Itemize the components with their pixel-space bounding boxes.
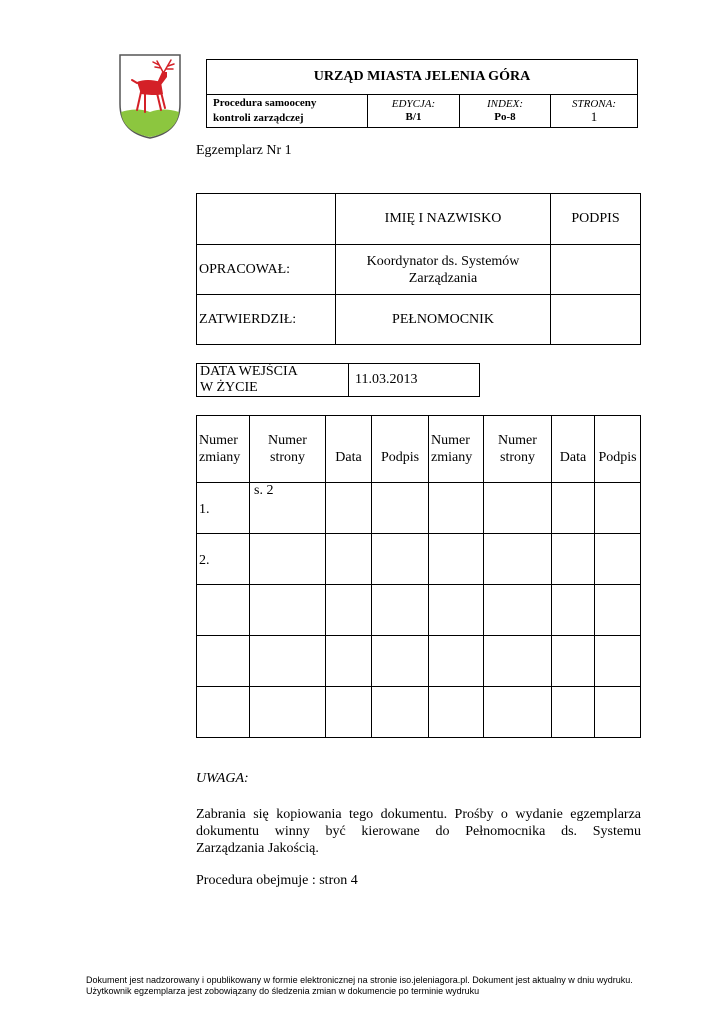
change-col-header-line2: zmiany	[431, 450, 473, 465]
change-row	[197, 534, 641, 585]
prepared-by-value	[336, 245, 551, 295]
change-col-header-line2: strony	[270, 450, 305, 465]
city-crest-logo	[117, 52, 183, 140]
change-empty-cell	[429, 483, 484, 534]
approved-by-signature	[551, 295, 641, 345]
name-column-header: IMIĘ I NAZWISKO	[336, 194, 551, 245]
footer	[86, 975, 646, 997]
change-col-header	[197, 416, 250, 483]
edition-label: EDYCJA:	[391, 98, 436, 110]
change-col-header-line2: Podpis	[598, 450, 637, 465]
footer-line2: Użytkownik egzemplarza jest zobowiązany do śledzenia zmian w dokumencie po terminie wydruku	[86, 986, 480, 996]
change-col-header-line1: Numer	[268, 433, 307, 448]
change-col-header-line2: zmiany	[199, 450, 241, 465]
change-col-header-line1: Numer	[498, 433, 537, 448]
change-number-cell	[197, 687, 250, 738]
change-col-header-line1	[372, 432, 428, 449]
effective-date-table	[196, 363, 480, 397]
change-log-table	[196, 415, 641, 738]
change-empty-cell	[552, 534, 595, 585]
page-value: 1	[590, 109, 598, 124]
change-empty-cell	[552, 585, 595, 636]
page-label: STRONA:	[572, 98, 616, 110]
change-empty-cell	[595, 585, 641, 636]
change-log-body	[197, 483, 641, 738]
change-empty-cell	[484, 483, 552, 534]
change-empty-cell	[326, 636, 372, 687]
change-empty-cell	[372, 636, 429, 687]
change-number-cell: 1.	[197, 483, 250, 534]
change-empty-cell	[595, 687, 641, 738]
notice-line3: Zarządzania Jakością.	[196, 841, 319, 856]
change-empty-cell	[326, 585, 372, 636]
change-log-header-row	[197, 416, 641, 483]
page-number-cell	[250, 534, 326, 585]
change-empty-cell	[552, 483, 595, 534]
change-empty-cell	[595, 636, 641, 687]
change-empty-cell	[429, 534, 484, 585]
procedure-name-cell	[207, 95, 368, 128]
change-number-cell: 2.	[197, 534, 250, 585]
change-col-header-line2: Podpis	[380, 450, 420, 465]
change-empty-cell	[552, 687, 595, 738]
approval-corner-cell	[197, 194, 336, 245]
change-col-header	[595, 416, 641, 483]
change-col-header-line1	[552, 432, 594, 449]
effective-date-value: 11.03.2013	[349, 364, 480, 397]
change-col-header-line2: Data	[335, 450, 362, 465]
page-number-cell	[250, 687, 326, 738]
notice-title: UWAGA:	[196, 771, 249, 786]
change-empty-cell	[372, 534, 429, 585]
change-number-cell	[197, 636, 250, 687]
change-empty-cell	[484, 534, 552, 585]
change-empty-cell	[372, 687, 429, 738]
change-empty-cell	[372, 483, 429, 534]
approval-table	[196, 193, 641, 345]
copy-number: Egzemplarz Nr 1	[196, 143, 292, 158]
change-col-header-line1	[326, 432, 371, 449]
change-col-header	[484, 416, 552, 483]
page-number-cell	[250, 585, 326, 636]
change-row	[197, 585, 641, 636]
prepared-by-signature	[551, 245, 641, 295]
page-number-cell: s. 2	[250, 483, 326, 534]
change-col-header	[372, 416, 429, 483]
change-row	[197, 483, 641, 534]
change-empty-cell	[429, 687, 484, 738]
change-col-header	[326, 416, 372, 483]
change-empty-cell	[595, 483, 641, 534]
page-number-cell	[250, 636, 326, 687]
change-col-header-line1	[595, 432, 640, 449]
change-empty-cell	[429, 585, 484, 636]
change-col-header	[552, 416, 595, 483]
signature-column-header: PODPIS	[551, 194, 641, 245]
prepared-by-line1: Koordynator ds. Systemów	[366, 253, 520, 269]
effective-date-label	[197, 364, 349, 397]
change-col-header-line1: Numer	[199, 433, 238, 448]
change-row	[197, 687, 641, 738]
index-label: INDEX:	[486, 98, 524, 110]
change-empty-cell	[484, 585, 552, 636]
notice-line1: Zabrania się kopiowania tego dokumentu. Prośby o wydanie egzemplarza	[196, 807, 641, 822]
notice-text	[196, 806, 641, 857]
change-row	[197, 636, 641, 687]
notice-line2: dokumentu winny być kierowane do Pełnomocnika ds. Systemu	[196, 824, 641, 839]
procedure-name-line1: Procedura samooceny	[213, 97, 317, 109]
edition-value: B/1	[405, 111, 422, 123]
page-count: Procedura obejmuje : stron 4	[196, 873, 358, 888]
approved-by-value: PEŁNOMOCNIK	[336, 295, 551, 345]
page-cell	[551, 95, 638, 128]
change-col-header-line2: strony	[500, 450, 535, 465]
change-col-header-line1: Numer	[431, 433, 470, 448]
change-empty-cell	[429, 636, 484, 687]
change-empty-cell	[484, 687, 552, 738]
change-empty-cell	[372, 585, 429, 636]
change-col-header	[429, 416, 484, 483]
prepared-by-line2: Zarządzania	[408, 270, 478, 286]
change-empty-cell	[595, 534, 641, 585]
procedure-name-line2: kontroli zarządczej	[213, 112, 304, 124]
change-empty-cell	[552, 636, 595, 687]
effective-date-label-line1: DATA WEJŚCIA	[200, 364, 298, 379]
change-empty-cell	[326, 483, 372, 534]
edition-cell	[368, 95, 460, 128]
change-col-header	[250, 416, 326, 483]
change-col-header-line2: Data	[559, 450, 587, 465]
change-empty-cell	[326, 534, 372, 585]
document-header	[206, 59, 638, 128]
office-name: URZĄD MIASTA JELENIA GÓRA	[207, 60, 638, 95]
index-cell	[460, 95, 551, 128]
index-value: Po-8	[494, 111, 516, 123]
change-empty-cell	[326, 687, 372, 738]
change-empty-cell	[484, 636, 552, 687]
prepared-by-label: OPRACOWAŁ:	[197, 245, 336, 295]
footer-line1: Dokument jest nadzorowany i opublikowany w formie elektronicznej na stronie iso.jeleniagora.pl. Dokument jest aktualny w dniu wydruku.	[86, 975, 633, 985]
change-number-cell	[197, 585, 250, 636]
approved-by-label: ZATWIERDZIŁ:	[197, 295, 336, 345]
effective-date-label-line2: W ŻYCIE	[200, 380, 258, 395]
